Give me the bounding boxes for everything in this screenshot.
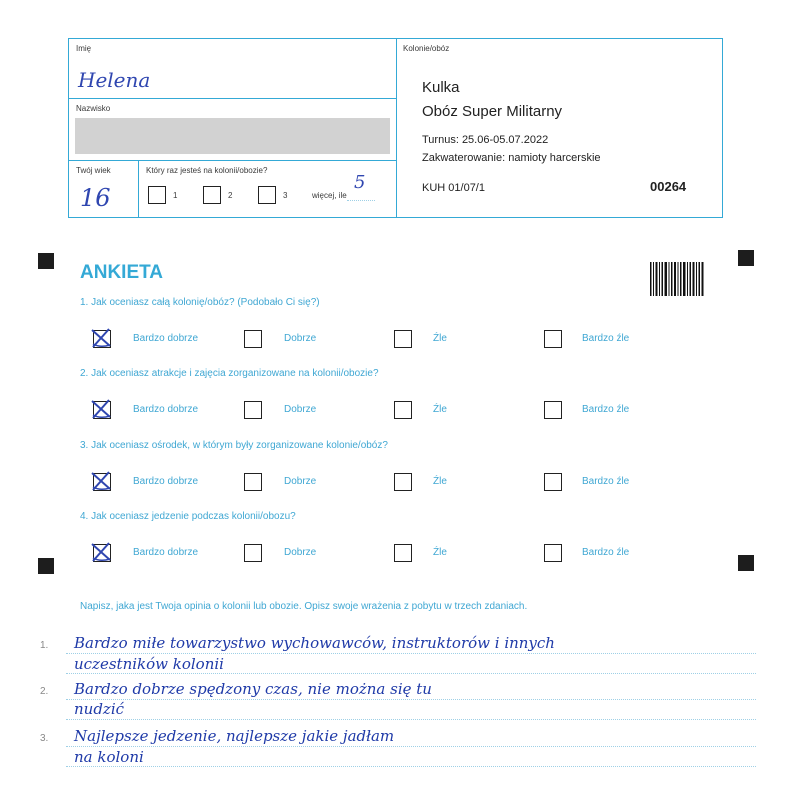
rating-option-label: Dobrze bbox=[284, 404, 317, 415]
times-option-3: 3 bbox=[283, 191, 288, 200]
camp-title: Obóz Super Militarny bbox=[422, 103, 563, 120]
answer-line bbox=[66, 673, 756, 674]
rating-checkbox[interactable] bbox=[544, 473, 562, 491]
rating-checkbox[interactable] bbox=[244, 473, 262, 491]
rating-option-label: Źle bbox=[433, 547, 447, 558]
rating-option-label: Dobrze bbox=[284, 333, 317, 344]
barcode-icon bbox=[650, 262, 704, 296]
times-label: Który raz jesteś na kolonii/obozie? bbox=[146, 166, 268, 175]
more-value: 5 bbox=[354, 172, 366, 193]
rating-checkbox[interactable] bbox=[93, 473, 111, 491]
rating-checkbox[interactable] bbox=[93, 544, 111, 562]
divider bbox=[138, 160, 139, 217]
rating-option-label: Bardzo źle bbox=[582, 547, 630, 558]
answer-text: na koloni bbox=[74, 748, 144, 766]
line-number: 1. bbox=[40, 640, 49, 651]
rating-checkbox[interactable] bbox=[544, 544, 562, 562]
rating-option-label: Źle bbox=[433, 476, 447, 487]
answer-line bbox=[66, 699, 756, 700]
rating-checkbox[interactable] bbox=[544, 401, 562, 419]
answer-line bbox=[66, 653, 756, 654]
rating-checkbox[interactable] bbox=[244, 330, 262, 348]
answer-text: Bardzo miłe towarzystwo wychowawców, instruktorów i innych bbox=[74, 634, 555, 652]
rating-checkbox[interactable] bbox=[394, 473, 412, 491]
times-checkbox-3[interactable] bbox=[258, 186, 276, 204]
rating-option-label: Bardzo źle bbox=[582, 476, 630, 487]
answer-text: nudzić bbox=[74, 700, 125, 718]
rating-checkbox[interactable] bbox=[544, 330, 562, 348]
rating-option-label: Bardzo dobrze bbox=[133, 476, 199, 487]
times-checkbox-2[interactable] bbox=[203, 186, 221, 204]
answer-line bbox=[66, 746, 756, 747]
question-text: 2. Jak oceniasz atrakcje i zajęcia zorganizowane na kolonii/obozie? bbox=[80, 368, 379, 379]
rating-checkbox[interactable] bbox=[394, 544, 412, 562]
answer-line bbox=[66, 766, 756, 767]
rating-checkbox[interactable] bbox=[394, 401, 412, 419]
times-checkbox-1[interactable] bbox=[148, 186, 166, 204]
camp-label: Kolonie/obóz bbox=[403, 44, 450, 53]
rating-option-label: Bardzo źle bbox=[582, 404, 630, 415]
divider bbox=[68, 160, 396, 161]
registration-marker bbox=[38, 558, 54, 574]
form-number: 00264 bbox=[650, 179, 687, 194]
rating-option-label: Dobrze bbox=[284, 476, 317, 487]
rating-option-label: Źle bbox=[433, 404, 447, 415]
line-number: 2. bbox=[40, 686, 49, 697]
rating-option-label: Źle bbox=[433, 333, 447, 344]
rating-checkbox[interactable] bbox=[93, 401, 111, 419]
rating-option-label: Dobrze bbox=[284, 547, 317, 558]
line-number: 3. bbox=[40, 733, 49, 744]
rating-option-label: Bardzo dobrze bbox=[133, 333, 199, 344]
check-mark-icon bbox=[90, 470, 112, 492]
opinion-prompt: Napisz, jaka jest Twoja opinia o kolonii lub obozie. Opisz swoje wrażenia z pobytu w trzech zdaniach. bbox=[80, 601, 528, 612]
registration-marker bbox=[738, 555, 754, 571]
answer-line bbox=[66, 719, 756, 720]
registration-marker bbox=[38, 253, 54, 269]
turnus: Turnus: 25.06-05.07.2022 bbox=[422, 134, 549, 146]
camp-name: Kulka bbox=[422, 79, 460, 96]
rating-option-label: Bardzo dobrze bbox=[133, 547, 199, 558]
rating-checkbox[interactable] bbox=[394, 330, 412, 348]
more-label: więcej, ile bbox=[312, 191, 347, 200]
rating-checkbox[interactable] bbox=[244, 544, 262, 562]
question-text: 1. Jak oceniasz całą kolonię/obóz? (Podobało Ci się?) bbox=[80, 297, 320, 308]
surname-label: Nazwisko bbox=[76, 104, 111, 113]
registration-marker bbox=[738, 250, 754, 266]
question-text: 4. Jak oceniasz jedzenie podczas kolonii/obozu? bbox=[80, 511, 296, 522]
more-line bbox=[347, 200, 375, 201]
divider bbox=[68, 98, 396, 99]
age-value: 16 bbox=[80, 184, 111, 212]
age-label: Twój wiek bbox=[76, 166, 111, 175]
check-mark-icon bbox=[90, 398, 112, 420]
name-value: Helena bbox=[78, 68, 151, 92]
answer-text: uczestników kolonii bbox=[74, 655, 224, 673]
answer-text: Najlepsze jedzenie, najlepsze jakie jadłam bbox=[74, 727, 395, 745]
question-text: 3. Jak oceniasz ośrodek, w którym były zorganizowane kolonie/obóz? bbox=[80, 440, 388, 451]
times-option-1: 1 bbox=[173, 191, 178, 200]
answer-text: Bardzo dobrze spędzony czas, nie można się tu bbox=[74, 680, 432, 698]
survey-title: ANKIETA bbox=[80, 262, 164, 283]
rating-checkbox[interactable] bbox=[93, 330, 111, 348]
accommodation: Zakwaterowanie: namioty harcerskie bbox=[422, 152, 601, 164]
name-label: Imię bbox=[76, 44, 92, 53]
rating-checkbox[interactable] bbox=[244, 401, 262, 419]
check-mark-icon bbox=[90, 327, 112, 349]
rating-option-label: Bardzo dobrze bbox=[133, 404, 199, 415]
rating-option-label: Bardzo źle bbox=[582, 333, 630, 344]
check-mark-icon bbox=[90, 541, 112, 563]
surname-redacted bbox=[75, 118, 390, 154]
times-option-2: 2 bbox=[228, 191, 233, 200]
camp-code: KUH 01/07/1 bbox=[422, 182, 485, 194]
